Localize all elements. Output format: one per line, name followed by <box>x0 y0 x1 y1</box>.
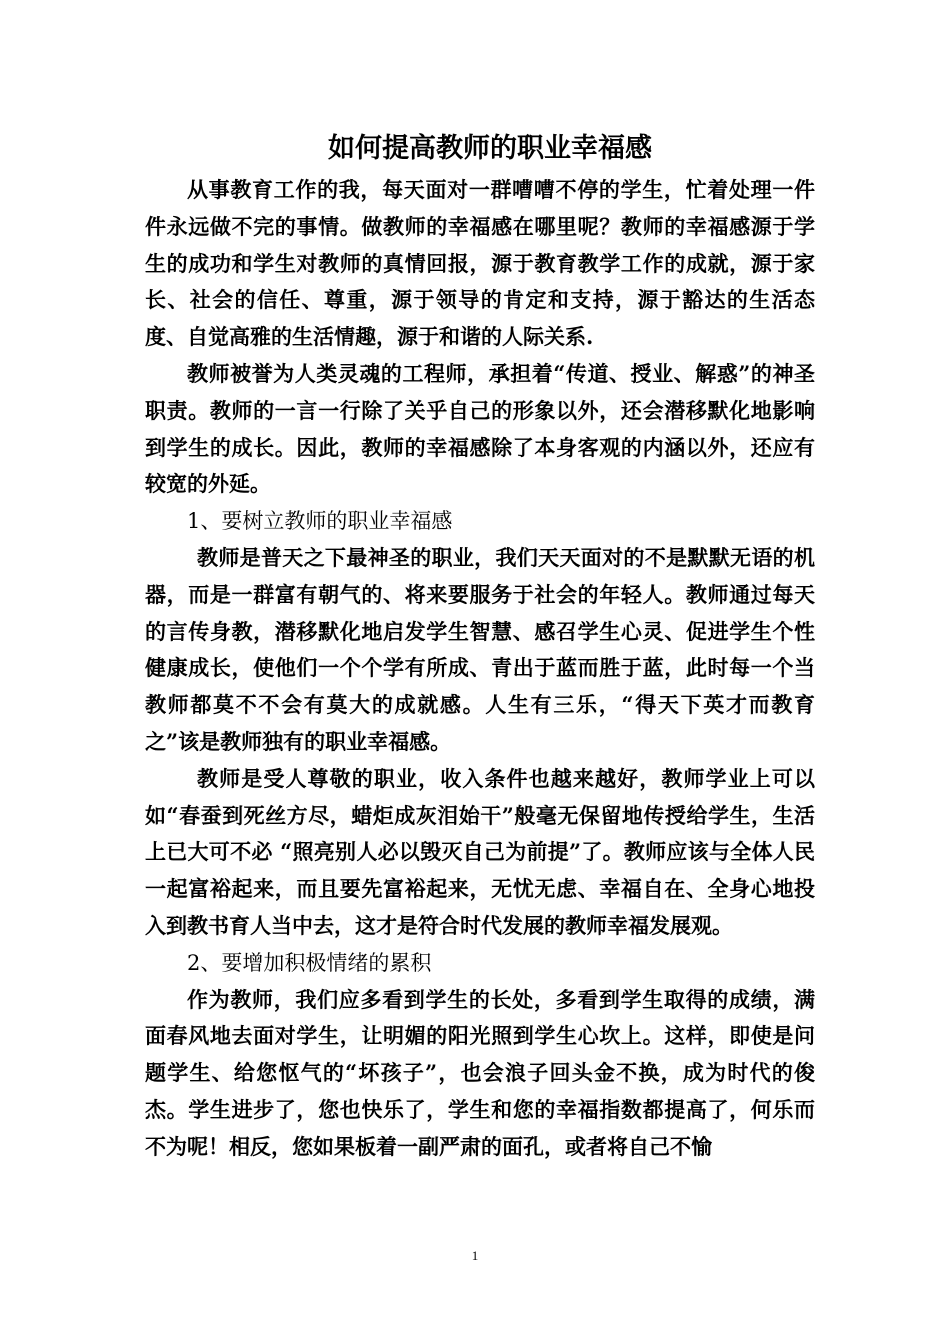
section-heading-2: 2、要增加积极情绪的累积 <box>187 950 432 975</box>
page-number: 1 <box>471 1248 479 1263</box>
paragraph-sacred-profession: 教师是普天之下最神圣的职业，我们天天面对的不是默默无语的机器，而是一群富有朝气的、将来要服务于社会的年轻人。教师通过每天的言传身教，潜移默化地启发学生智慧、感召学生心灵、促进学生个性健康成长，使他们一个个学有所成、青出于蓝而胜于蓝，此时每一个当教师都莫不不会有莫大的成就感。人生有三乐，“得天下英才而教育之”该是教师独有的职业幸福感。 <box>145 544 815 754</box>
document-body <box>145 172 815 1166</box>
paragraph-intro: 从事教育工作的我，每天面对一群嘈嘈不停的学生，忙着处理一件件永远做不完的事情。做教师的幸福感在哪里呢？教师的幸福感源于学生的成功和学生对教师的真情回报，源于教育教学工作的成就，源于家长、社会的信任、尊重，源于领导的肯定和支持，源于豁达的生活态度、自觉高雅的生活情趣，源于和谐的人际关系. <box>145 177 815 350</box>
section-heading-1: 1、要树立教师的职业幸福感 <box>187 509 453 534</box>
paragraph-respected-profession: 教师是受人尊敬的职业，收入条件也越来越好，教师学业上可以如“春蚕到死丝方尽，蜡炬成灰泪始干”般毫无保留地传授给学生，生活上已大可不必 “照亮别人必以毁灭自己为前提”了。教师应该与全体人民一起富裕起来，而且要先富裕起来，无忧无虑、幸福自在、全身心地投入到教书育人当中去，这才是符合时代发展的教师幸福发展观。 <box>145 765 815 938</box>
paragraph-engineer: 教师被誉为人类灵魂的工程师，承担着“传道、授业、解惑”的神圣职责。教师的一言一行除了关乎自己的形象以外，还会潜移默化地影响到学生的成长。因此，教师的幸福感除了本身客观的内涵以外，还应有较宽的外延。 <box>145 360 815 497</box>
document-title: 如何提高教师的职业幸福感 <box>328 133 652 164</box>
paragraph-positive-emotions: 作为教师，我们应多看到学生的长处，多看到学生取得的成绩，满面春风地去面对学生，让明媚的阳光照到学生心坎上。这样，即使是问题学生、给您怄气的“坏孩子”，也会浪子回头金不换，成为时代的俊杰。学生进步了，您也快乐了，学生和您的幸福指数都提高了，何乐而不为呢！相反，您如果板着一副严肃的面孔，或者将自己不愉 <box>145 986 815 1159</box>
